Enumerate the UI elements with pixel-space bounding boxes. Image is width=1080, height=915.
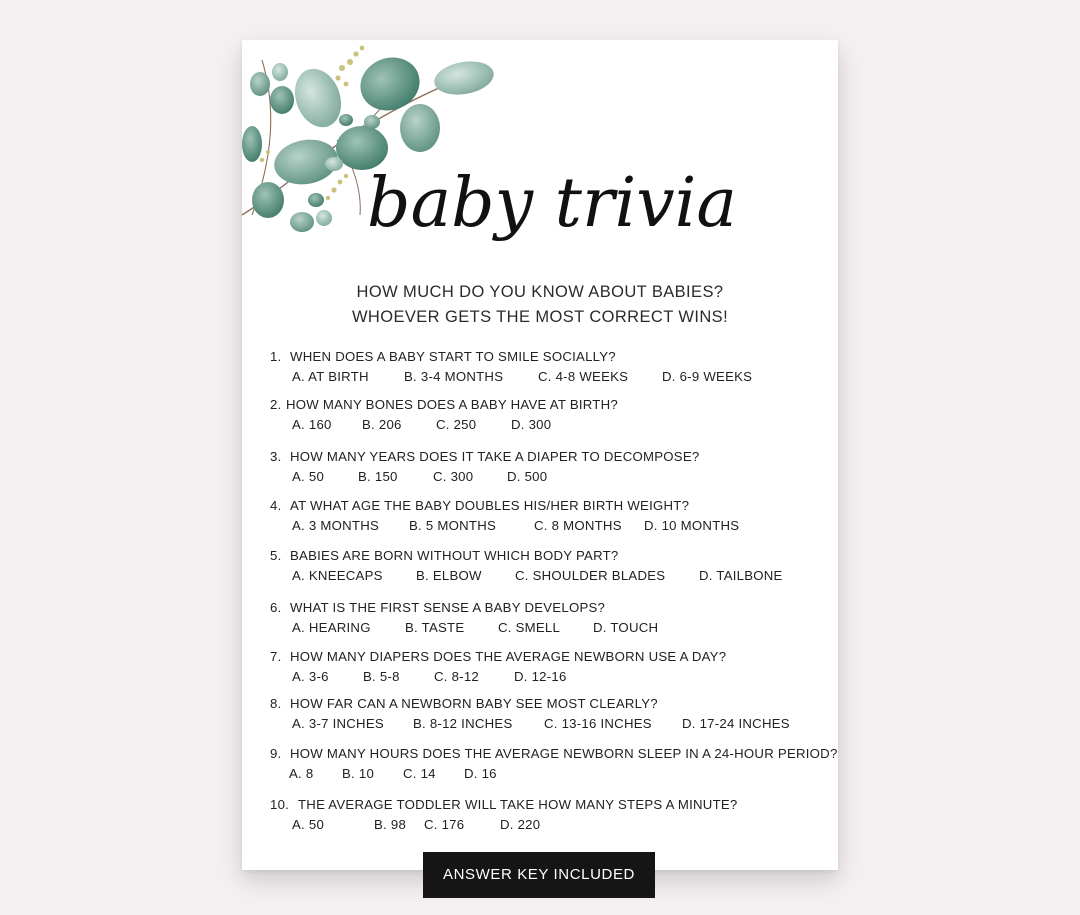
question-number: 6. [270,600,282,615]
subtitle-line-2: WHOEVER GETS THE MOST CORRECT WINS! [351,308,729,326]
answer-option: A. 3-7 INCHES [292,716,384,731]
svg-text:baby trivia: baby trivia [367,164,737,243]
question [270,397,618,412]
answer-option: A. KNEECAPS [292,568,383,583]
answer-option: B. 5 MONTHS [409,518,497,533]
answer-option: C. 8 MONTHS [534,518,622,533]
question [270,600,605,615]
answer-option: D. 6-9 WEEKS [662,369,753,384]
question-number: 1. [270,349,282,364]
answer-option: C. 250 [436,417,477,432]
answer-option: D. 220 [500,817,541,832]
question [270,696,658,711]
answer-option: B. ELBOW [416,568,482,583]
answer-option: D. 17-24 INCHES [682,716,790,731]
question-number: 5. [270,548,282,563]
answer-option: C. 4-8 WEEKS [538,369,629,384]
question-text: HOW FAR CAN A NEWBORN BABY SEE MOST CLEARLY? [290,696,658,711]
answer-option: B. 10 [342,766,375,781]
question [270,498,689,513]
answer-option: A. 3-6 [292,669,329,684]
question-text: HOW MANY HOURS DOES THE AVERAGE NEWBORN SLEEP IN A 24-HOUR PERIOD? [290,746,838,761]
answer-option: B. TASTE [405,620,465,635]
answer-option: A. 3 MONTHS [292,518,380,533]
answer-option: A. 8 [289,766,314,781]
answer-option: D. TOUCH [593,620,659,635]
answer-option: B. 98 [374,817,407,832]
answer-option: D. 12-16 [514,669,567,684]
question [270,449,699,464]
answer-option: A. 50 [292,817,325,832]
answer-option: A. HEARING [292,620,371,635]
question-text: AT WHAT AGE THE BABY DOUBLES HIS/HER BIRTH WEIGHT? [290,498,690,513]
answer-option: D. 500 [507,469,548,484]
question-text: THE AVERAGE TODDLER WILL TAKE HOW MANY STEPS A MINUTE? [298,797,738,812]
question-text: HOW MANY BONES DOES A BABY HAVE AT BIRTH? [286,397,618,412]
question-text: HOW MANY YEARS DOES IT TAKE A DIAPER TO DECOMPOSE? [290,449,700,464]
question-number: 4. [270,498,282,513]
answer-option: A. 50 [292,469,325,484]
question [270,548,619,563]
trivia-card [242,40,838,870]
answer-option: D. 10 MONTHS [644,518,740,533]
answer-option: C. SHOULDER BLADES [515,568,666,583]
answer-option: B. 3-4 MONTHS [404,369,504,384]
answer-option: C. 300 [433,469,474,484]
answer-option: A. 160 [292,417,332,432]
question [270,797,738,812]
question [270,349,616,364]
answer-option: C. 8-12 [434,669,479,684]
question-text: WHAT IS THE FIRST SENSE A BABY DEVELOPS? [290,600,606,615]
question-text: BABIES ARE BORN WITHOUT WHICH BODY PART? [290,548,619,563]
answer-option: C. 176 [424,817,465,832]
answer-option: A. AT BIRTH [292,369,369,384]
question-text: WHEN DOES A BABY START TO SMILE SOCIALLY? [290,349,616,364]
answer-option: C. 13-16 INCHES [544,716,652,731]
question-number: 9. [270,746,282,761]
answer-option: C. SMELL [498,620,561,635]
answer-option: D. 16 [464,766,497,781]
answer-option: B. 206 [362,417,402,432]
question-number: 10. [270,797,290,812]
title-script [367,148,737,258]
question-number: 7. [270,649,282,664]
subtitle [242,280,838,330]
question-number: 8. [270,696,282,711]
answer-option: B. 150 [358,469,398,484]
answer-option: D. TAILBONE [699,568,783,583]
question-text: HOW MANY DIAPERS DOES THE AVERAGE NEWBORN USE A DAY? [290,649,727,664]
answer-option: D. 300 [511,417,552,432]
answer-option: B. 8-12 INCHES [413,716,513,731]
question-number: 2. [270,397,282,412]
answer-key-badge: ANSWER KEY INCLUDED [423,852,655,898]
subtitle-line-1: HOW MUCH DO YOU KNOW ABOUT BABIES? [356,283,724,301]
question-number: 3. [270,449,282,464]
answer-option: B. 5-8 [363,669,400,684]
question [270,649,726,664]
question [270,746,838,761]
answer-option: C. 14 [403,766,436,781]
